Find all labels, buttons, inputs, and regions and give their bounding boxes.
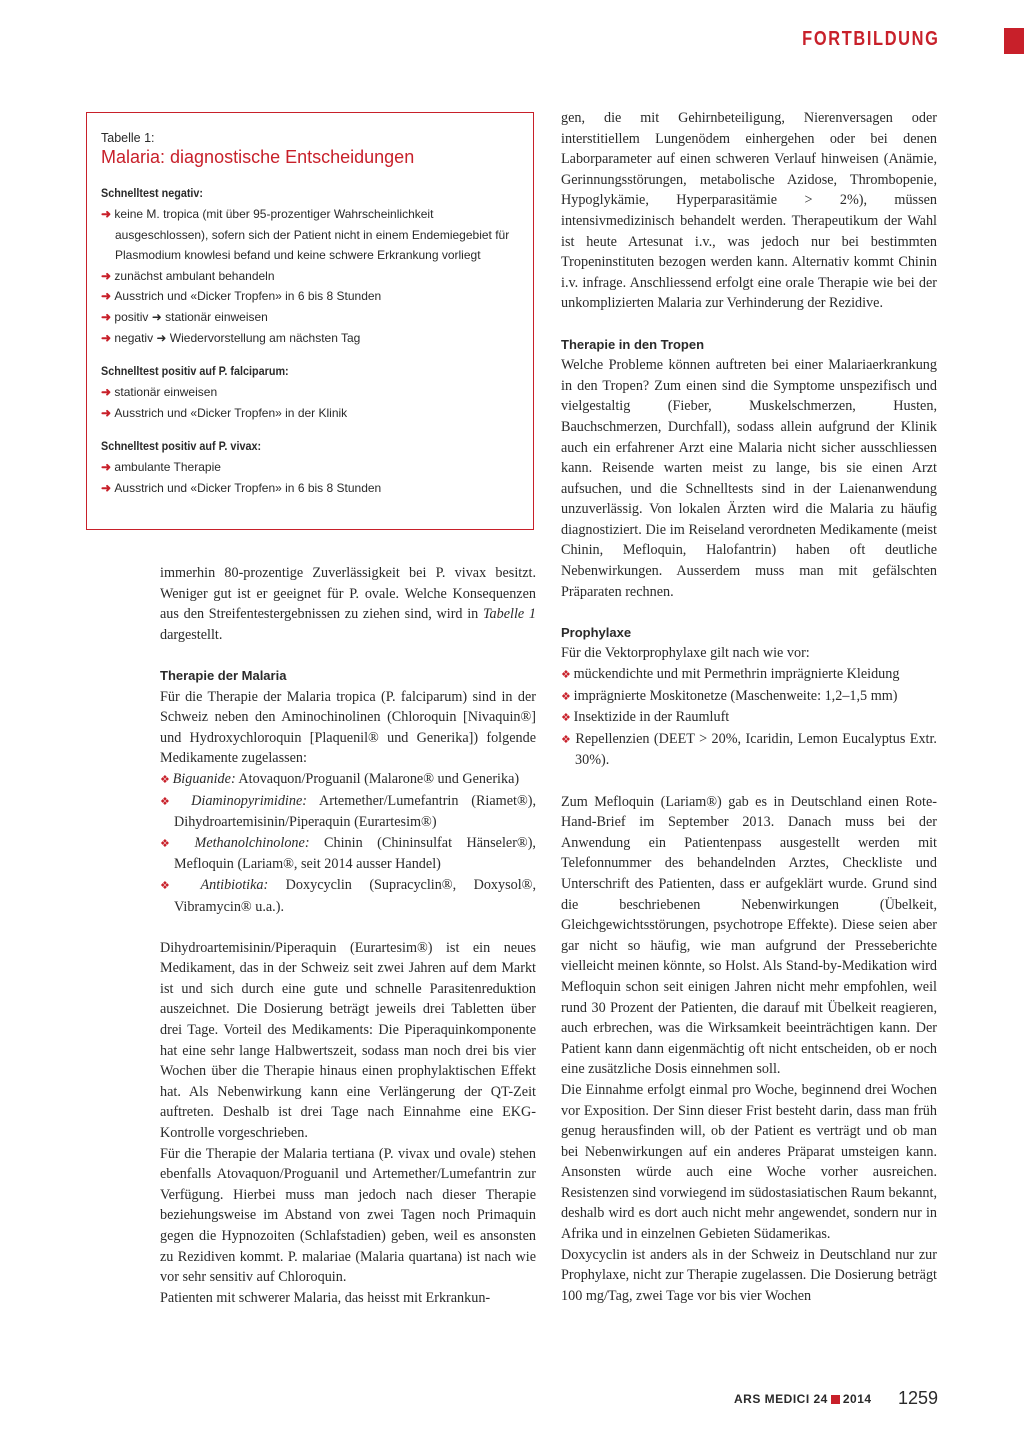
table-section	[101, 364, 519, 423]
arrow-icon: ➜	[101, 460, 115, 475]
table-item: ➜ Ausstrich und «Dicker Tropfen» in 6 bis 8 Stunden	[101, 289, 382, 304]
page-number: 1259	[898, 1388, 939, 1408]
paragraph: Für die Vektorprophylaxe gilt nach wie vor:	[561, 645, 810, 662]
table-section-heading: Schnelltest positiv auf P. vivax:	[101, 439, 262, 454]
table-item: ➜ Ausstrich und «Dicker Tropfen» in 6 bis 8 Stunden	[101, 480, 382, 495]
paragraph: Die Einnahme erfolgt einmal pro Woche, beginnend drei Wochen vor Exposition. Der Sinn dieser Frist besteht darin, dass man früh genug herausfinden will, ob der Patient es verträgt und ob man bei Nebenwirkungen auf ein anderes Präparat umsteigen kann. Ansonsten würde auch eine Woche vorher ausreichen. Resistenzen sind vorwiegend im südostasiatischen Raum bekannt, deshalb wird es dort auch nicht mehr angewendet, sondern nur in Afrika und in einzelnen Gebieten Südamerikas.	[561, 1081, 937, 1243]
table-item: ➜ stationär einweisen	[101, 385, 218, 400]
subheading: Prophylaxe	[561, 624, 632, 640]
arrow-icon: ➜	[101, 289, 115, 304]
diamond-bullet-icon: ❖	[561, 712, 574, 725]
subheading: Therapie der Malaria	[160, 667, 287, 683]
diamond-bullet-icon: ❖	[561, 690, 574, 703]
table-item: ➜ ambulante Therapie	[101, 460, 221, 475]
list-item: ❖ Methanolchinolone: Chinin (Chininsulfat Hänseler®), Mefloquin (Lariam®, seit 2014 ausser Handel)	[160, 834, 536, 873]
table-label: Tabelle 1:	[101, 131, 155, 145]
diamond-bullet-icon: ❖	[160, 879, 201, 892]
diamond-bullet-icon: ❖	[160, 795, 192, 808]
diamond-bullet-icon: ❖	[561, 669, 574, 682]
arrow-icon: ➜	[101, 480, 115, 495]
section-label: FORTBILDUNG	[802, 28, 940, 50]
list-item: ❖ Diaminopyrimidine: Artemether/Lumefantrin (Riamet®), Dihydroartemisinin/Piperaquin (Eurartesim®)	[160, 792, 536, 831]
arrow-icon: ➜	[101, 268, 115, 283]
table-section	[101, 186, 519, 348]
left-column	[160, 563, 536, 1308]
table-item: ➜ positiv ➜ stationär einweisen	[101, 309, 268, 324]
paragraph: Welche Probleme können auftreten bei einer Malariaerkrankung in den Tropen? Zum einen sind die Symptome unspezifisch und vielgestaltig (Fieber, Muskelschmerzen, Husten, Bauchschmerzen, Durchfall), sodass allein aufgrund der Klinik auch ein erfahrener Arzt eine Malaria nicht sicher ausschliessen kann. Reisende warten meist zu lange, bis sie einen Arzt aufsuchen, und die Schnelltests sind in der Laienanwendung unzuverlässig. Von lokalen Ärzten wird die Malaria zu häufig diagnostiziert. Die im Reiseland verordneten Medikamente (meist Chinin, Mefloquin, Halofantrin) haben oft deutliche Nebenwirkungen. Ausserdem muss man mit gefälschten Präparaten rechnen.	[561, 357, 937, 600]
paragraph: Für die Therapie der Malaria tertiana (P. vivax und ovale) stehen ebenfalls Atovaquon/Proguanil und Artemether/Lumefantrin zur Verfügung. Hierbei muss man jedoch nach dieser Therapie beziehungsweise im Abstand von zwei Tagen noch Primaquin gegen die Hypnozoiten (Schlafstadien) geben, weil es ansonsten zu Rezidiven kommt. P. malariae (Malaria quartana) ist nach wie vor sehr sensitiv auf Chloroquin.	[160, 1145, 536, 1286]
table-item: ➜ zunächst ambulant behandeln	[101, 268, 275, 283]
paragraph: immerhin 80-prozentige Zuverlässigkeit bei P. vivax besitzt. Weniger gut ist er geeignet für P. ovale. Welche Konsequenzen aus den Streifentestergebnissen zu ziehen sind, wird in Tabelle 1 dargestellt.	[160, 565, 536, 643]
paragraph: Für die Therapie der Malaria tropica (P. falciparum) sind in der Schweiz neben den Aminochinolinen (Chloroquin [Nivaquin®] und Hydroxychloroquin [Plaquenil® und Generika]) folgende Medikamente zugelassen:	[160, 688, 536, 767]
table-section	[101, 439, 519, 498]
table-item: ➜ keine M. tropica (mit über 95-prozentiger Wahrscheinlichkeit ausgeschlossen), sofern sich der Patient nicht in einem Endemiegebiet für Plasmodium knowlesi befand und keine schwere Erkrankung vorliegt	[101, 207, 510, 263]
arrow-icon: ➜	[101, 330, 115, 345]
table-section-heading: Schnelltest positiv auf P. falciparum:	[101, 364, 289, 379]
subheading: Therapie in den Tropen	[561, 336, 705, 352]
footer-journal: ARS MEDICI 24 2014	[734, 1392, 872, 1406]
diamond-bullet-icon: ❖	[160, 773, 173, 786]
diamond-bullet-icon: ❖	[561, 733, 576, 746]
arrow-icon: ➜	[101, 385, 115, 400]
paragraph: Dihydroartemisinin/Piperaquin (Eurartesim®) ist ein neues Medikament, das in der Schweiz seit zwei Jahren auf dem Markt ist und sich durch eine gute und schnelle Parasitenreduktion auszeichnet. Die Dosierung beträgt jeweils drei Tabletten über drei Tage. Vorteil des Medikaments: Die Piperaquinkomponente hat eine sehr lange Halbwertszeit, sodass man noch drei bis vier Wochen über die Therapie hinaus einen prophylaktischen Effekt hat. Als Nebenwirkung kann eine Verlängerung der QT-Zeit auftreten. Deshalb ist drei Tage nach Einnahme eine EKG-Kontrolle vorgeschrieben.	[160, 939, 536, 1142]
table-box	[86, 112, 534, 530]
paragraph: Zum Mefloquin (Lariam®) gab es in Deutschland einen Rote-Hand-Brief im September 2013. Danach muss bei der Anwendung ein Patientenpass ausgestellt werden mit Telefonnummer des behandelnden Arztes, Checkliste und Unterschrift des Patienten, dass er aufgeklärt wurde. Grund sind die beschriebenen Nebenwirkungen (Übelkeit, Gleichgewichtsstörungen, psychotrope Effekte). Diese seien aber gar nicht so häufig, wie man aufgrund der Presseberichte vielleicht meinen könnte, so Holst. Als Stand-by-Medikation wird Mefloquin schon seit einigen Jahren nicht mehr empfohlen, weil rund 30 Prozent der Patienten, die darauf mit Übelkeit reagieren, auch erbrechen, was die Wirksamkeit beeinträchtigen kann. Der Patient kann dann eigenmächtig oft nicht entscheiden, ob er noch eine zusätzliche Dosis einnehmen soll.	[561, 793, 937, 1078]
red-square-icon	[831, 1395, 840, 1404]
right-column	[561, 108, 937, 1306]
list-item: ❖ imprägnierte Moskitonetze (Maschenweite: 1,2–1,5 mm)	[561, 687, 898, 704]
paragraph: Patienten mit schwerer Malaria, das heisst mit Erkrankun-	[160, 1289, 491, 1306]
list-item: ❖ Antibiotika: Doxycyclin (Supracyclin®, Doxysol®, Vibramycin® u.a.).	[160, 876, 536, 915]
table-item: ➜ Ausstrich und «Dicker Tropfen» in der Klinik	[101, 405, 348, 420]
table-title: Malaria: diagnostische Entscheidungen	[101, 147, 415, 167]
table-item: ➜ negativ ➜ Wiedervorstellung am nächsten Tag	[101, 330, 361, 345]
list-item: ❖ Repellenzien (DEET > 20%, Icaridin, Lemon Eucalyptus Extr. 30%).	[561, 730, 937, 769]
table-section-heading: Schnelltest negativ:	[101, 186, 204, 200]
arrow-icon: ➜	[101, 405, 115, 420]
list-item: ❖ Biguanide: Atovaquon/Proguanil (Malarone® und Generika)	[160, 770, 520, 787]
list-item: ❖ mückendichte und mit Permethrin imprägnierte Kleidung	[561, 666, 900, 683]
arrow-icon: ➜	[101, 207, 115, 221]
section-color-block	[1004, 28, 1024, 54]
diamond-bullet-icon: ❖	[160, 837, 195, 850]
list-item: ❖ Insektizide in der Raumluft	[561, 709, 730, 726]
paragraph: Doxycyclin ist anders als in der Schweiz in Deutschland nur zur Prophylaxe, nicht zur Therapie zugelassen. Die Dosierung beträgt 100 mg/Tag, zwei Tage vor bis vier Wochen	[561, 1246, 937, 1304]
paragraph: gen, die mit Gehirnbeteiligung, Nierenversagen oder interstitiellem Lungenödem einhergehen oder bei denen Laborparameter auf einen schweren Verlauf hinweisen (Anämie, Gerinnungsstörungen, metabolische Azidose, Thrombopenie, Hypoglykämie, Hyperparasitämie > 2%), müssen intensivmedizinisch behandelt werden. Therapeutikum der Wahl ist heute Artesunat i.v., was jedoch nur bei bestimmten Tropeninstituten bezogen werden kann. Alternativ kommt Chinin i.v. infrage. Anschliessend erfolgt eine orale Therapie wie bei der unkomplizierten Malaria zur Verhinderung der Rezidive.	[561, 110, 937, 312]
arrow-icon: ➜	[101, 309, 115, 324]
